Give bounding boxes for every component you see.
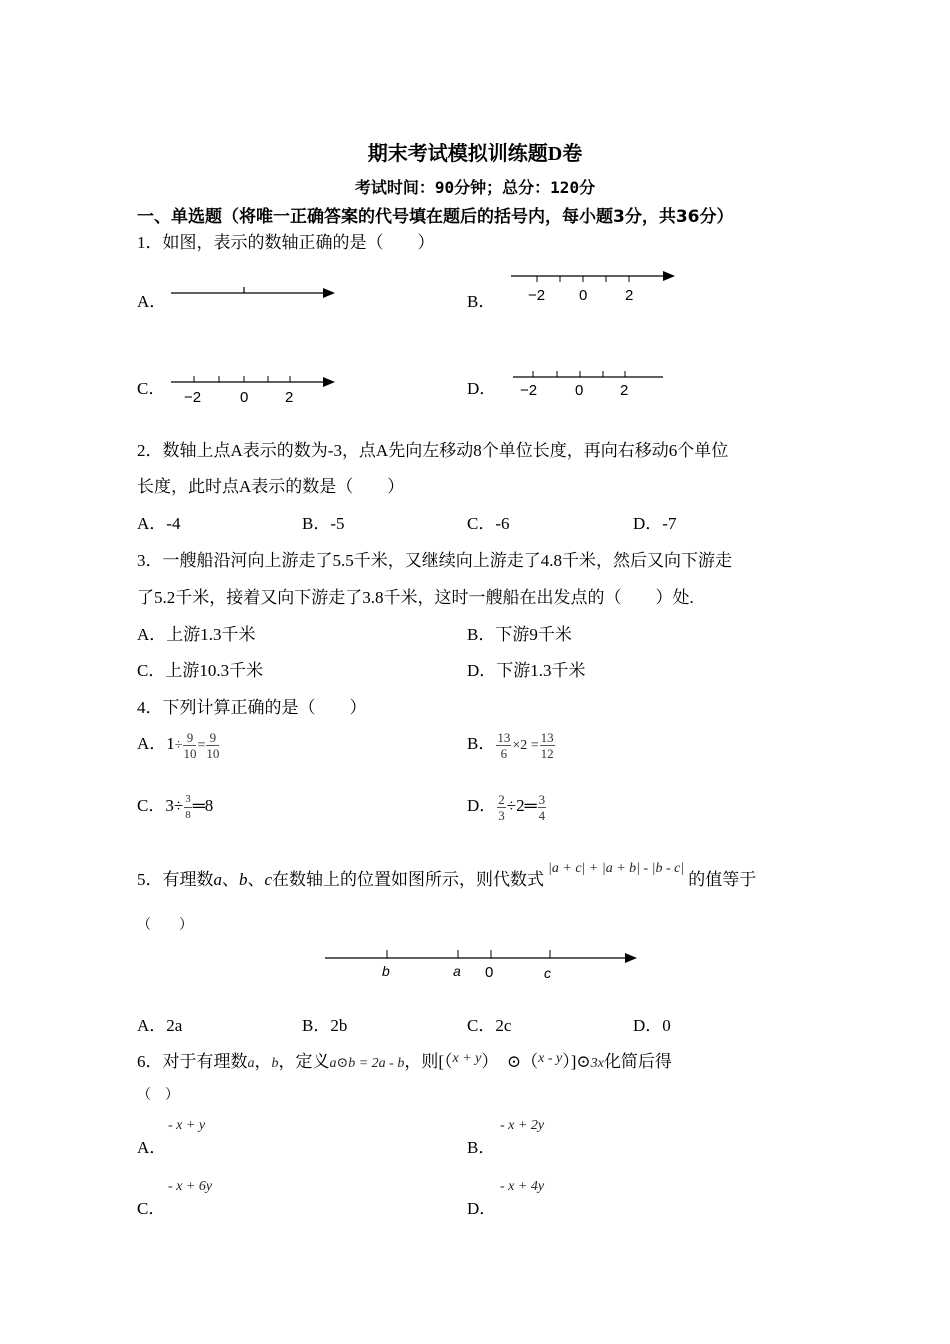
q5-stem-a: 5．有理数: [137, 870, 214, 889]
q5-option-a: A．2a: [137, 1016, 183, 1035]
q1-option-d-label: D．: [467, 379, 497, 398]
q4-b-num-2: 13: [540, 729, 554, 745]
q1-c-tick-2: 2: [285, 389, 294, 406]
q5-expression: |a + c| + |a + b| - |b - c|: [548, 861, 685, 876]
q2-option-a: A．-4: [137, 514, 181, 533]
q6-mid: ） ⊙（: [481, 1052, 539, 1071]
question-2-stem-line1: 2．数轴上点A表示的数为-3，点A先向左移动8个单位长度，再向右移动6个单位: [137, 441, 729, 460]
q4-b-mul: ×2 =: [512, 738, 539, 753]
q2-option-c: C．-6: [467, 514, 510, 533]
q4-d-mid: ÷2═: [506, 796, 537, 815]
q4-c-post: ═8: [192, 796, 214, 815]
q4-d-label: D．: [467, 796, 497, 815]
q5-sep-2: 、: [247, 870, 265, 889]
q5-stem-c: 的值等于: [688, 870, 757, 889]
q5-var-c: c: [264, 870, 273, 889]
question-6-stem: [137, 1047, 672, 1072]
q1-c-tick-neg2: −2: [184, 389, 202, 406]
q6-option-a-label: A．: [137, 1138, 167, 1157]
q4-b-frac-2: [540, 730, 555, 761]
q1-option-b-label: B．: [467, 292, 496, 311]
q4-a-den-1: 10: [183, 745, 197, 761]
q6-option-d-expr: - x + 4y: [500, 1179, 545, 1194]
q1-b-tick-0: 0: [579, 287, 588, 304]
q4-b-num-1: 13: [497, 729, 511, 745]
q4-option-c: [137, 791, 213, 823]
q4-d-den-1: 3: [498, 807, 505, 823]
q4-a-pre: 1: [166, 734, 175, 753]
page-title: 期末考试模拟训练题D卷: [367, 143, 583, 165]
q4-d-den-2: 4: [538, 807, 546, 823]
q6-stem-b: ，定义: [278, 1052, 330, 1071]
q5-label-b: b: [382, 963, 390, 979]
q3-option-a: A．上游1.3千米: [137, 625, 256, 644]
q4-b-label: B．: [467, 734, 496, 753]
question-3-stem-line1: 3．一艘船沿河向上游走了5.5千米，又继续向上游走了4.8千米，然后又向下游走: [137, 551, 732, 570]
q1-option-d-number-line: [510, 366, 670, 406]
q4-d-frac-2: [538, 792, 547, 823]
q5-var-b: b: [239, 870, 248, 889]
q5-option-b: B．2b: [302, 1016, 348, 1035]
q6-end: ）]⊙: [562, 1052, 591, 1071]
q6-option-b-expr: - x + 2y: [500, 1118, 545, 1133]
q4-a-eq: =: [197, 738, 206, 753]
exam-info: 考试时间：90分钟；总分：120分: [354, 178, 596, 197]
q4-d-frac-1: [497, 792, 506, 823]
question-5-stem: [137, 861, 757, 890]
q4-a-frac-2: [206, 730, 219, 761]
q5-sep-1: 、: [222, 870, 239, 889]
q1-b-tick-neg2: −2: [528, 287, 546, 304]
q6-definition: a⊙b = 2a - b: [329, 1056, 405, 1071]
q2-option-b: B．-5: [302, 514, 345, 533]
q4-c-num: 3: [184, 792, 192, 808]
section-heading: 一、单选题（将唯一正确答案的代号填在题后的括号内，每小题3分，共36分）: [137, 207, 734, 227]
q1-option-b-number-line: [508, 266, 683, 306]
q3-option-d: D．下游1.3千米: [467, 661, 586, 680]
q1-c-tick-0: 0: [240, 389, 249, 406]
q6-option-b-label: B．: [467, 1138, 496, 1157]
q4-c-frac: [184, 792, 192, 823]
q4-c-den: 8: [185, 808, 191, 821]
q5-label-c: c: [544, 965, 551, 981]
question-1-stem: 1．如图，表示的数轴正确的是（ ）: [137, 233, 435, 252]
q5-option-c: C．2c: [467, 1016, 512, 1035]
q5-label-0: 0: [485, 964, 494, 981]
q4-d-num-1: 2: [498, 791, 505, 807]
q1-d-tick-neg2: −2: [520, 382, 538, 399]
q4-a-div: ÷: [174, 738, 183, 753]
q4-b-den-2: 12: [540, 745, 554, 761]
question-2-stem-line2: 长度，此时点A表示的数是（ ）: [137, 477, 405, 496]
q6-option-d-label: D．: [467, 1199, 497, 1218]
q4-b-den-1: 6: [500, 745, 508, 761]
q6-var-a: a: [247, 1056, 255, 1071]
q4-a-num-1: 9: [183, 730, 196, 746]
question-3-stem-line2: 了5.2千米，接着又向下游走了3.8千米，这时一艘船在出发点的（ ）处.: [137, 588, 694, 607]
q4-a-den-2: 10: [206, 745, 220, 761]
q3-option-b: B．下游9千米: [467, 625, 572, 644]
question-4-stem: 4．下列计算正确的是（ ）: [137, 698, 367, 717]
q4-option-a: [137, 729, 220, 761]
q6-option-a-expr: - x + y: [168, 1118, 206, 1133]
q1-option-c-label: C．: [137, 379, 166, 398]
q6-stem-d: 化简后得: [603, 1052, 672, 1071]
q1-option-c-number-line: [168, 370, 343, 410]
q6-option-c-label: C．: [137, 1199, 166, 1218]
q1-d-tick-0: 0: [575, 382, 584, 399]
q6-expr-3x: 3x: [590, 1056, 604, 1071]
q4-option-d: [467, 791, 547, 823]
q6-expr-x-plus-y: x + y: [452, 1051, 482, 1066]
q6-expr-x-minus-y: x - y: [538, 1051, 563, 1066]
q4-c-pre: 3÷: [165, 796, 184, 815]
q6-var-b: b: [271, 1056, 279, 1071]
q5-stem-b: 在数轴上的位置如图所示，则代数式: [272, 870, 545, 889]
q4-a-num-2: 9: [206, 730, 219, 746]
q2-option-d: D．-7: [633, 514, 677, 533]
q5-number-line: [322, 944, 644, 986]
q5-option-d: D．0: [633, 1016, 671, 1035]
q4-a-label: A．: [137, 734, 167, 753]
q1-option-a-number-line: [168, 280, 343, 310]
q5-answer-paren: （ ）: [137, 918, 193, 933]
q4-a-frac-1: [183, 730, 196, 761]
q1-b-tick-2: 2: [625, 287, 634, 304]
q6-comma: ，: [254, 1052, 272, 1071]
q5-var-a: a: [213, 870, 222, 889]
q5-label-a: a: [453, 963, 461, 979]
q4-c-label: C．: [137, 796, 166, 815]
q6-answer-paren: （ ）: [137, 1088, 179, 1103]
q4-option-b: [467, 729, 556, 761]
q6-stem-a: 6．对于有理数: [137, 1052, 248, 1071]
q1-d-tick-2: 2: [620, 382, 629, 399]
q6-stem-c: ，则[（: [404, 1052, 453, 1071]
q4-b-frac-1: [496, 730, 511, 761]
q3-option-c: C．上游10.3千米: [137, 661, 264, 680]
q4-d-num-2: 3: [538, 791, 546, 807]
q1-option-a-label: A．: [137, 292, 167, 311]
q6-option-c-expr: - x + 6y: [168, 1179, 213, 1194]
